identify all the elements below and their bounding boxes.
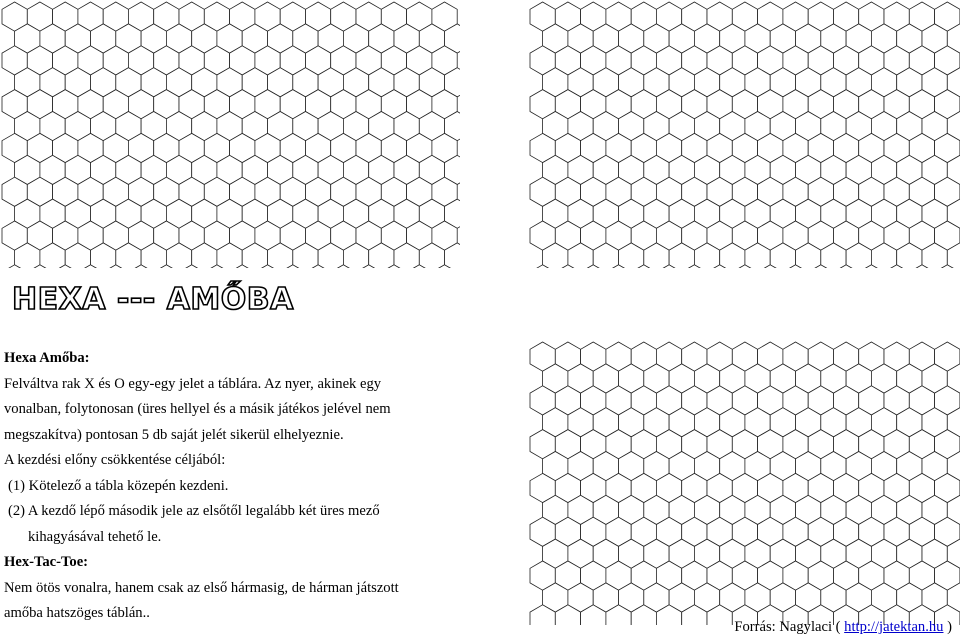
source-prefix: Forrás: Nagylaci ( (734, 619, 845, 635)
rules-text (4, 346, 424, 627)
source-suffix: ) (943, 619, 952, 635)
page-title: HEXA --- AMŐBA (12, 282, 294, 316)
hextactoe-line-2: amőba hatszöges táblán.. (4, 605, 150, 621)
hextactoe-line-1: Nem ötös vonalra, hanem csak az első hármasig, de hárman játszott (4, 579, 399, 596)
hexa-line-2: vonalban, folytonosan (üres hellyel és a másik játékos jelével nem (4, 401, 391, 417)
hexa-heading: Hexa Amőba: (4, 350, 90, 366)
hex-grid-top-right (528, 0, 960, 268)
rule-2-line-2: kihagyásával tehető le. (28, 528, 162, 545)
hex-grid-bottom-right (528, 340, 960, 625)
title-banner (12, 276, 412, 316)
title-svg (12, 276, 412, 316)
hexa-line-1: Felváltva rak X és O egy-egy jelet a táblára. Az nyer, akinek egy (4, 375, 382, 392)
source-credit (734, 619, 952, 636)
rule-1: (1) Kötelező a tábla közepén kezdeni. (8, 477, 229, 494)
source-link[interactable]: http://jatektan.hu (844, 619, 944, 635)
rule-2-line-1: (2) A kezdő lépő második jele az elsőtől legalább két üres mező (8, 503, 380, 519)
hex-grid-top-left (0, 0, 460, 268)
advantage-line: A kezdési előny csökkentése céljából: (4, 452, 226, 468)
hextactoe-heading: Hex-Tac-Toe: (4, 554, 89, 570)
hexa-line-3: megszakítva) pontosan 5 db saját jelét sikerül elhelyeznie. (4, 426, 344, 443)
